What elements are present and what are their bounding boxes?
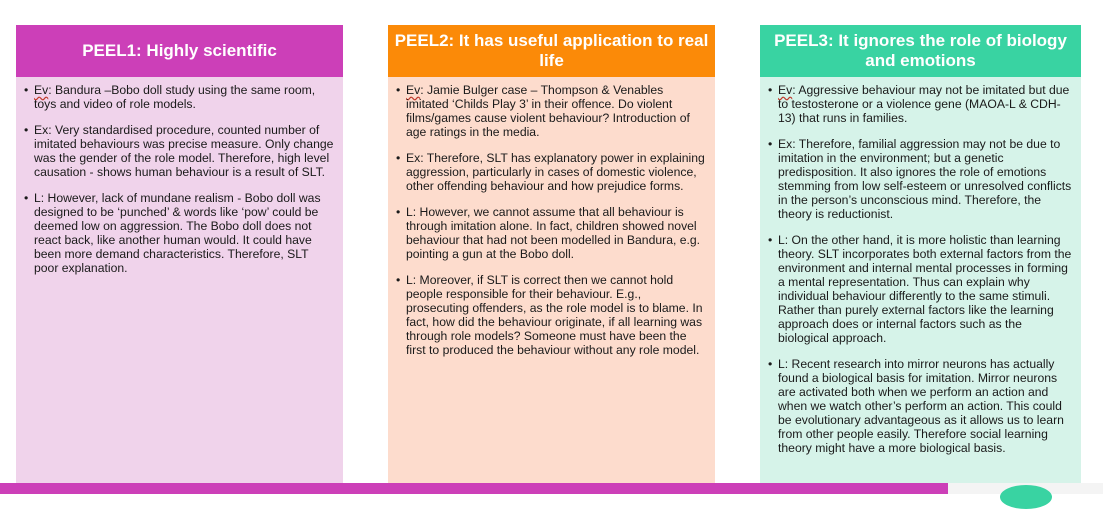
peel3-explanation <box>768 137 1073 221</box>
peel3-link-2 <box>768 357 1073 455</box>
peel2-body <box>388 77 715 484</box>
evidence-text: : Jamie Bulger case – Thompson & Venables imitated ‘Childs Play 3’ in their offence. Do violent films/games cause violent behaviour? Introduction of age ratings in the media. <box>406 83 690 139</box>
peel2-explanation <box>396 151 707 193</box>
peel2-link-2 <box>396 273 707 357</box>
peel1-evidence <box>24 83 335 111</box>
link-tag: L <box>34 191 41 205</box>
explanation-tag: Ex <box>778 137 793 151</box>
evidence-text: : Aggressive behaviour may not be imitated but due to testosterone or a violence gene (MAOA-L & CDH-13) that runs in families. <box>778 83 1070 125</box>
link-text: : Moreover, if SLT is correct then we cannot hold people responsible for their behaviour. E.g., prosecuting offenders, as the role model is to blame. In fact, how did the behaviour originate, if all learning was through role models? Someone must have been the first to produced the behaviour without any role model. <box>406 273 703 357</box>
explanation-text: : Therefore, SLT has explanatory power in explaining aggression, particularly in cases of domestic violence, other offending behaviour and how prejudice forms. <box>406 151 705 193</box>
bottom-accent-bar <box>0 483 948 494</box>
peel2-title: PEEL2: It has useful application to real life <box>394 31 709 70</box>
link-tag: L <box>778 233 785 247</box>
peel3-link-1 <box>768 233 1073 345</box>
link-text: : However, we cannot assume that all behaviour is through imitation alone. In fact, children showed novel behaviour that had not been modelled in Bandura, e.g. pointing a gun at the Bobo doll. <box>406 205 701 261</box>
peel2-header <box>388 25 715 77</box>
evidence-tag: Ev <box>34 83 49 97</box>
evidence-tag: Ev <box>778 83 793 97</box>
peel2-column <box>388 25 715 484</box>
peel3-title: PEEL3: It ignores the role of biology and emotions <box>774 31 1067 70</box>
peel1-link <box>24 191 335 275</box>
link-tag: L <box>778 357 785 371</box>
peel1-body <box>16 77 343 484</box>
explanation-tag: Ex <box>406 151 421 165</box>
peel3-evidence <box>768 83 1073 125</box>
peel3-column <box>760 25 1081 484</box>
peel1-explanation <box>24 123 335 179</box>
corner-decoration <box>1000 485 1052 509</box>
peel2-link-1 <box>396 205 707 261</box>
peel3-body <box>760 77 1081 484</box>
peel1-title: PEEL1: Highly scientific <box>82 41 277 60</box>
explanation-tag: Ex <box>34 123 49 137</box>
link-tag: L <box>406 205 413 219</box>
peel2-evidence <box>396 83 707 139</box>
link-tag: L <box>406 273 413 287</box>
link-text: : On the other hand, it is more holistic than learning theory. SLT incorporates both external factors from the environment and internal mental processes in forming a mental representation. Thus can explain why individual behaviour differently to the same stimuli. Rather than purely external factors like the learning approach does or internal factors such as the biological approach. <box>778 233 1072 345</box>
peel1-column <box>16 25 343 484</box>
explanation-text: : Therefore, familial aggression may not be due to imitation in the environment; but a genetic predisposition. It also ignores the role of emotions stemming from low self-esteem or unresolved conflicts in the person’s unconscious mind. Therefore, the theory is reductionist. <box>778 137 1072 221</box>
evidence-text: : Bandura –Bobo doll study using the same room, toys and video of role models. <box>34 83 316 111</box>
explanation-text: : Very standardised procedure, counted number of imitated behaviours was precise measure. Only change was the gender of the role model. Therefore, high level causation - shows human behaviour is a result of SLT. <box>34 123 334 179</box>
link-text: : However, lack of mundane realism - Bobo doll was designed to be ‘punched’ & words like ‘pow’ could be deemed low on aggression. The Bobo doll does not react back, like another human would. It could have been more demand characteristics. Therefore, SLT poor explanation. <box>34 191 321 275</box>
peel1-header <box>16 25 343 77</box>
link-text: : Recent research into mirror neurons has actually found a biological basis for imitation. Mirror neurons are activated both when we perform an action and when we watch other’s perform an action. This could be evolutionary advantageous as it allows us to learn from other people easily. Therefore social learning theory might have a more biological basis. <box>778 357 1064 455</box>
evidence-tag: Ev <box>406 83 421 97</box>
peel3-header <box>760 25 1081 77</box>
